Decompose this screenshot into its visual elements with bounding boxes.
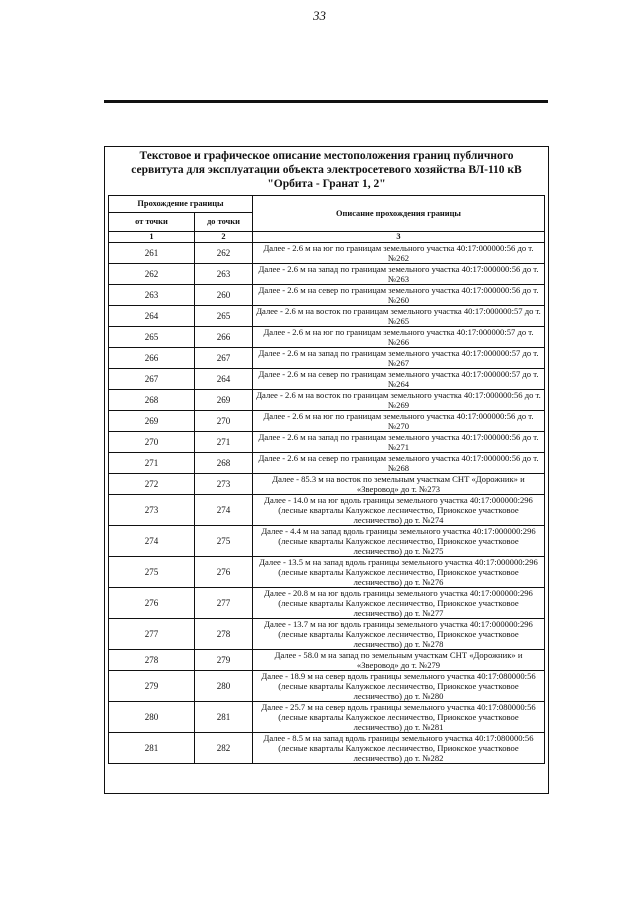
table-row bbox=[109, 411, 545, 432]
cell-description: Далее - 2.6 м на юг по границам земельного участка 40:17:000000:56 до т. №262 bbox=[253, 243, 545, 264]
cell-to-point: 269 bbox=[195, 390, 253, 411]
cell-to-point: 278 bbox=[195, 619, 253, 650]
title-line-3: "Орбита - Гранат 1, 2" bbox=[267, 178, 386, 190]
cell-description: Далее - 2.6 м на юг по границам земельного участка 40:17:000000:56 до т. №270 bbox=[253, 411, 545, 432]
cell-to-point: 267 bbox=[195, 348, 253, 369]
header-from: от точки bbox=[109, 213, 195, 232]
cell-description: Далее - 2.6 м на запад по границам земельного участка 40:17:000000:57 до т. №267 bbox=[253, 348, 545, 369]
cell-description: Далее - 18.9 м на север вдоль границы земельного участка 40:17:080000:56 (лесные кварталы Калужское лесничество, Приокское участковое лесничество) до т. №280 bbox=[253, 671, 545, 702]
table-row bbox=[109, 588, 545, 619]
table-row bbox=[109, 702, 545, 733]
cell-to-point: 279 bbox=[195, 650, 253, 671]
cell-to-point: 260 bbox=[195, 285, 253, 306]
document-title bbox=[105, 149, 548, 191]
table-row bbox=[109, 285, 545, 306]
cell-from-point: 267 bbox=[109, 369, 195, 390]
table-body bbox=[109, 243, 545, 764]
title-line-1: Текстовое и графическое описание местоположения границ публичного bbox=[139, 150, 514, 162]
header-to: до точки bbox=[195, 213, 253, 232]
cell-to-point: 282 bbox=[195, 733, 253, 764]
table-row bbox=[109, 650, 545, 671]
cell-description: Далее - 20.8 м на юг вдоль границы земельного участка 40:17:000000:296 (лесные кварталы Калужское лесничество, Приокское участковое лесничество) до т. №277 bbox=[253, 588, 545, 619]
boundary-table bbox=[108, 195, 545, 764]
cell-from-point: 274 bbox=[109, 526, 195, 557]
cell-from-point: 281 bbox=[109, 733, 195, 764]
cell-description: Далее - 2.6 м на запад по границам земельного участка 40:17:000000:56 до т. №263 bbox=[253, 264, 545, 285]
table-row bbox=[109, 369, 545, 390]
cell-to-point: 263 bbox=[195, 264, 253, 285]
table-row bbox=[109, 390, 545, 411]
header-description: Описание прохождения границы bbox=[253, 196, 545, 232]
cell-description: Далее - 4.4 м на запад вдоль границы земельного участка 40:17:000000:296 (лесные кварталы Калужское лесничество, Приокское участковое лесничество) до т. №275 bbox=[253, 526, 545, 557]
cell-to-point: 264 bbox=[195, 369, 253, 390]
cell-description: Далее - 2.6 м на восток по границам земельного участка 40:17:000000:57 до т. №265 bbox=[253, 306, 545, 327]
table-row bbox=[109, 474, 545, 495]
cell-to-point: 276 bbox=[195, 557, 253, 588]
table-row bbox=[109, 432, 545, 453]
cell-description: Далее - 2.6 м на юг по границам земельного участка 40:17:000000:57 до т. №266 bbox=[253, 327, 545, 348]
cell-description: Далее - 2.6 м на север по границам земельного участка 40:17:000000:56 до т. №260 bbox=[253, 285, 545, 306]
table-row bbox=[109, 619, 545, 650]
cell-to-point: 281 bbox=[195, 702, 253, 733]
cell-description: Далее - 58.0 м на запад по земельным участкам СНТ «Дорожник» и «Зверовод» до т. №279 bbox=[253, 650, 545, 671]
table-row bbox=[109, 264, 545, 285]
header-num-1: 1 bbox=[109, 232, 195, 243]
table-row bbox=[109, 453, 545, 474]
header-num-2: 2 bbox=[195, 232, 253, 243]
cell-from-point: 266 bbox=[109, 348, 195, 369]
cell-to-point: 275 bbox=[195, 526, 253, 557]
cell-from-point: 280 bbox=[109, 702, 195, 733]
cell-from-point: 261 bbox=[109, 243, 195, 264]
cell-description: Далее - 14.0 м на юг вдоль границы земельного участка 40:17:000000:296 (лесные кварталы Калужское лесничество, Приокское участковое лесничество) до т. №274 bbox=[253, 495, 545, 526]
cell-from-point: 262 bbox=[109, 264, 195, 285]
table-row bbox=[109, 733, 545, 764]
cell-from-point: 273 bbox=[109, 495, 195, 526]
cell-from-point: 279 bbox=[109, 671, 195, 702]
page-number: 33 bbox=[313, 8, 326, 23]
cell-to-point: 274 bbox=[195, 495, 253, 526]
cell-from-point: 265 bbox=[109, 327, 195, 348]
cell-to-point: 270 bbox=[195, 411, 253, 432]
cell-from-point: 278 bbox=[109, 650, 195, 671]
cell-from-point: 271 bbox=[109, 453, 195, 474]
table-row bbox=[109, 526, 545, 557]
table-row bbox=[109, 671, 545, 702]
cell-description: Далее - 2.6 м на восток по границам земельного участка 40:17:000000:56 до т. №269 bbox=[253, 390, 545, 411]
cell-from-point: 276 bbox=[109, 588, 195, 619]
cell-from-point: 277 bbox=[109, 619, 195, 650]
cell-from-point: 268 bbox=[109, 390, 195, 411]
header-num-3: 3 bbox=[253, 232, 545, 243]
cell-description: Далее - 13.7 м на юг вдоль границы земельного участка 40:17:000000:296 (лесные кварталы Калужское лесничество, Приокское участковое лесничество) до т. №278 bbox=[253, 619, 545, 650]
cell-to-point: 280 bbox=[195, 671, 253, 702]
cell-from-point: 275 bbox=[109, 557, 195, 588]
cell-description: Далее - 2.6 м на север по границам земельного участка 40:17:000000:57 до т. №264 bbox=[253, 369, 545, 390]
cell-from-point: 270 bbox=[109, 432, 195, 453]
table-row bbox=[109, 243, 545, 264]
cell-to-point: 266 bbox=[195, 327, 253, 348]
table-row bbox=[109, 348, 545, 369]
table-row bbox=[109, 557, 545, 588]
table-row bbox=[109, 306, 545, 327]
title-line-2: сервитута для эксплуатации объекта электросетевого хозяйства ВЛ-110 кВ bbox=[131, 164, 522, 176]
cell-to-point: 273 bbox=[195, 474, 253, 495]
cell-description: Далее - 8.5 м на запад вдоль границы земельного участка 40:17:080000:56 (лесные кварталы Калужское лесничество, Приокское участковое лесничество) до т. №282 bbox=[253, 733, 545, 764]
cell-from-point: 269 bbox=[109, 411, 195, 432]
cell-from-point: 264 bbox=[109, 306, 195, 327]
cell-description: Далее - 2.6 м на запад по границам земельного участка 40:17:000000:56 до т. №271 bbox=[253, 432, 545, 453]
table-row bbox=[109, 327, 545, 348]
document-frame bbox=[104, 146, 549, 794]
cell-from-point: 272 bbox=[109, 474, 195, 495]
table-row bbox=[109, 495, 545, 526]
cell-description: Далее - 85.3 м на восток по земельным участкам СНТ «Дорожник» и «Зверовод» до т. №273 bbox=[253, 474, 545, 495]
cell-to-point: 268 bbox=[195, 453, 253, 474]
cell-to-point: 271 bbox=[195, 432, 253, 453]
cell-description: Далее - 13.5 м на запад вдоль границы земельного участка 40:17:000000:296 (лесные кварталы Калужское лесничество, Приокское участковое лесничество) до т. №276 bbox=[253, 557, 545, 588]
cell-to-point: 265 bbox=[195, 306, 253, 327]
cell-from-point: 263 bbox=[109, 285, 195, 306]
header-rule bbox=[104, 100, 548, 103]
cell-to-point: 262 bbox=[195, 243, 253, 264]
header-group: Прохождение границы bbox=[109, 196, 253, 213]
cell-description: Далее - 2.6 м на север по границам земельного участка 40:17:000000:56 до т. №268 bbox=[253, 453, 545, 474]
cell-to-point: 277 bbox=[195, 588, 253, 619]
cell-description: Далее - 25.7 м на север вдоль границы земельного участка 40:17:080000:56 (лесные кварталы Калужское лесничество, Приокское участковое лесничество) до т. №281 bbox=[253, 702, 545, 733]
